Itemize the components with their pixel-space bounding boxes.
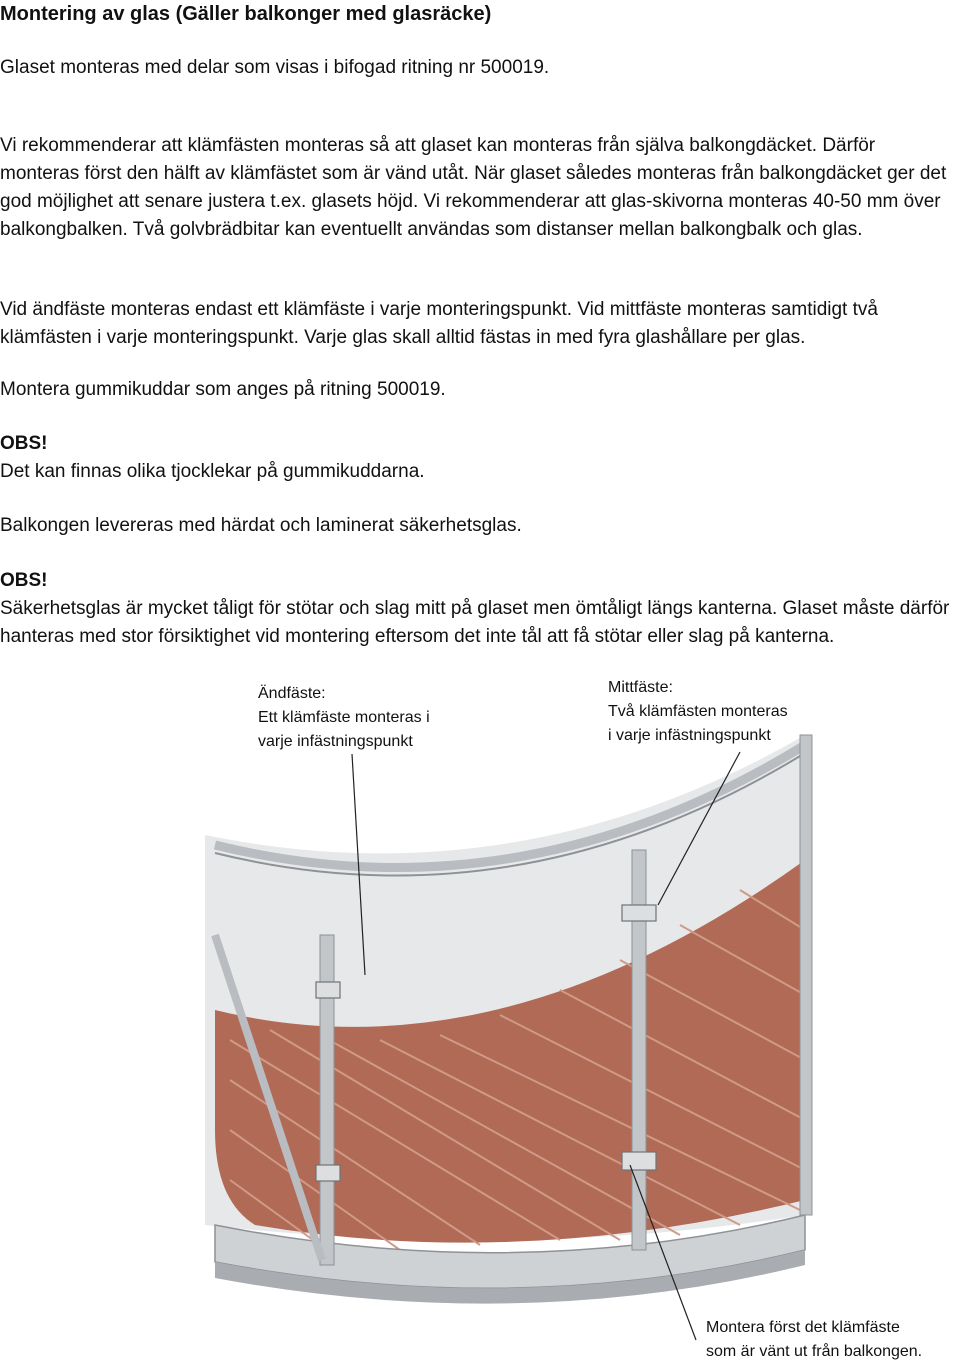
- callout-middle-fastener: [608, 676, 828, 748]
- paragraph-glass-type: Balkongen levereras med härdat och laminerat säkerhetsglas.: [0, 515, 522, 536]
- paragraph-intro: Glaset monteras med delar som visas i bifogad ritning nr 500019.: [0, 57, 550, 78]
- paragraph-clamp-info: Vid ändfäste monteras endast ett klämfäste i varje monteringspunkt. Vid mittfäste monteras samtidigt två klämfästen i varje monteringspunkt. Varje glas skall alltid fästas in med fyra glashållare per glas.: [0, 299, 878, 348]
- obs-text-2: Säkerhetsglas är mycket tåligt för stötar och slag mitt på glaset men ömtåligt längs kanterna. Glaset måste därför hanteras med stor försiktighet vid montering eftersom det inte tål att få stötar eller slag på kanterna.: [0, 598, 950, 647]
- paragraph-obs-2: [0, 567, 958, 651]
- clamp-mid-top: [622, 905, 656, 921]
- clamp-mid-bottom: [622, 1152, 656, 1170]
- obs-label-1: OBS!: [0, 433, 48, 454]
- obs-text-1: Det kan finnas olika tjocklekar på gummikuddarna.: [0, 461, 425, 482]
- paragraph-obs-1: [0, 430, 958, 486]
- callout-first-line1: Montera först det klämfäste: [706, 1319, 900, 1336]
- callout-first-line2: som är vänt ut från balkongen.: [706, 1343, 923, 1360]
- callout-end-line2: varje infästningspunkt: [258, 733, 413, 750]
- page-title: Montering av glas (Gäller balkonger med glasräcke): [0, 3, 492, 25]
- callout-end-line1: Ett klämfäste monteras i: [258, 709, 430, 726]
- post-right: [800, 735, 812, 1215]
- callout-mid-title: Mittfäste:: [608, 679, 673, 696]
- callout-end-title: Ändfäste:: [258, 685, 326, 702]
- paragraph-recommendation: Vi rekommenderar att klämfästen monteras så att glaset kan monteras från själva balkongdäcket. Därför monteras först den hälft av klämfästet som är vänd utåt. När glaset således monteras från balkongdäcket ger det god möjlighet att senare justera t.ex. glasets höjd. Vi rekommenderar att glas-skivorna monteras 40-50 mm över balkongbalken. Två golvbrädbitar kan eventuellt användas som distanser mellan balkongbalk och glas.: [0, 135, 947, 240]
- callout-end-fastener: [258, 682, 478, 754]
- callout-mid-line1: Två klämfästen monteras: [608, 703, 788, 720]
- clamp-end-bottom: [316, 1165, 340, 1181]
- obs-label-2: OBS!: [0, 570, 48, 591]
- callout-mid-line2: i varje infästningspunkt: [608, 727, 771, 744]
- clamp-end-top: [316, 982, 340, 998]
- callout-mount-first: [706, 1316, 956, 1364]
- paragraph-rubber-pads: Montera gummikuddar som anges på ritning 500019.: [0, 379, 446, 400]
